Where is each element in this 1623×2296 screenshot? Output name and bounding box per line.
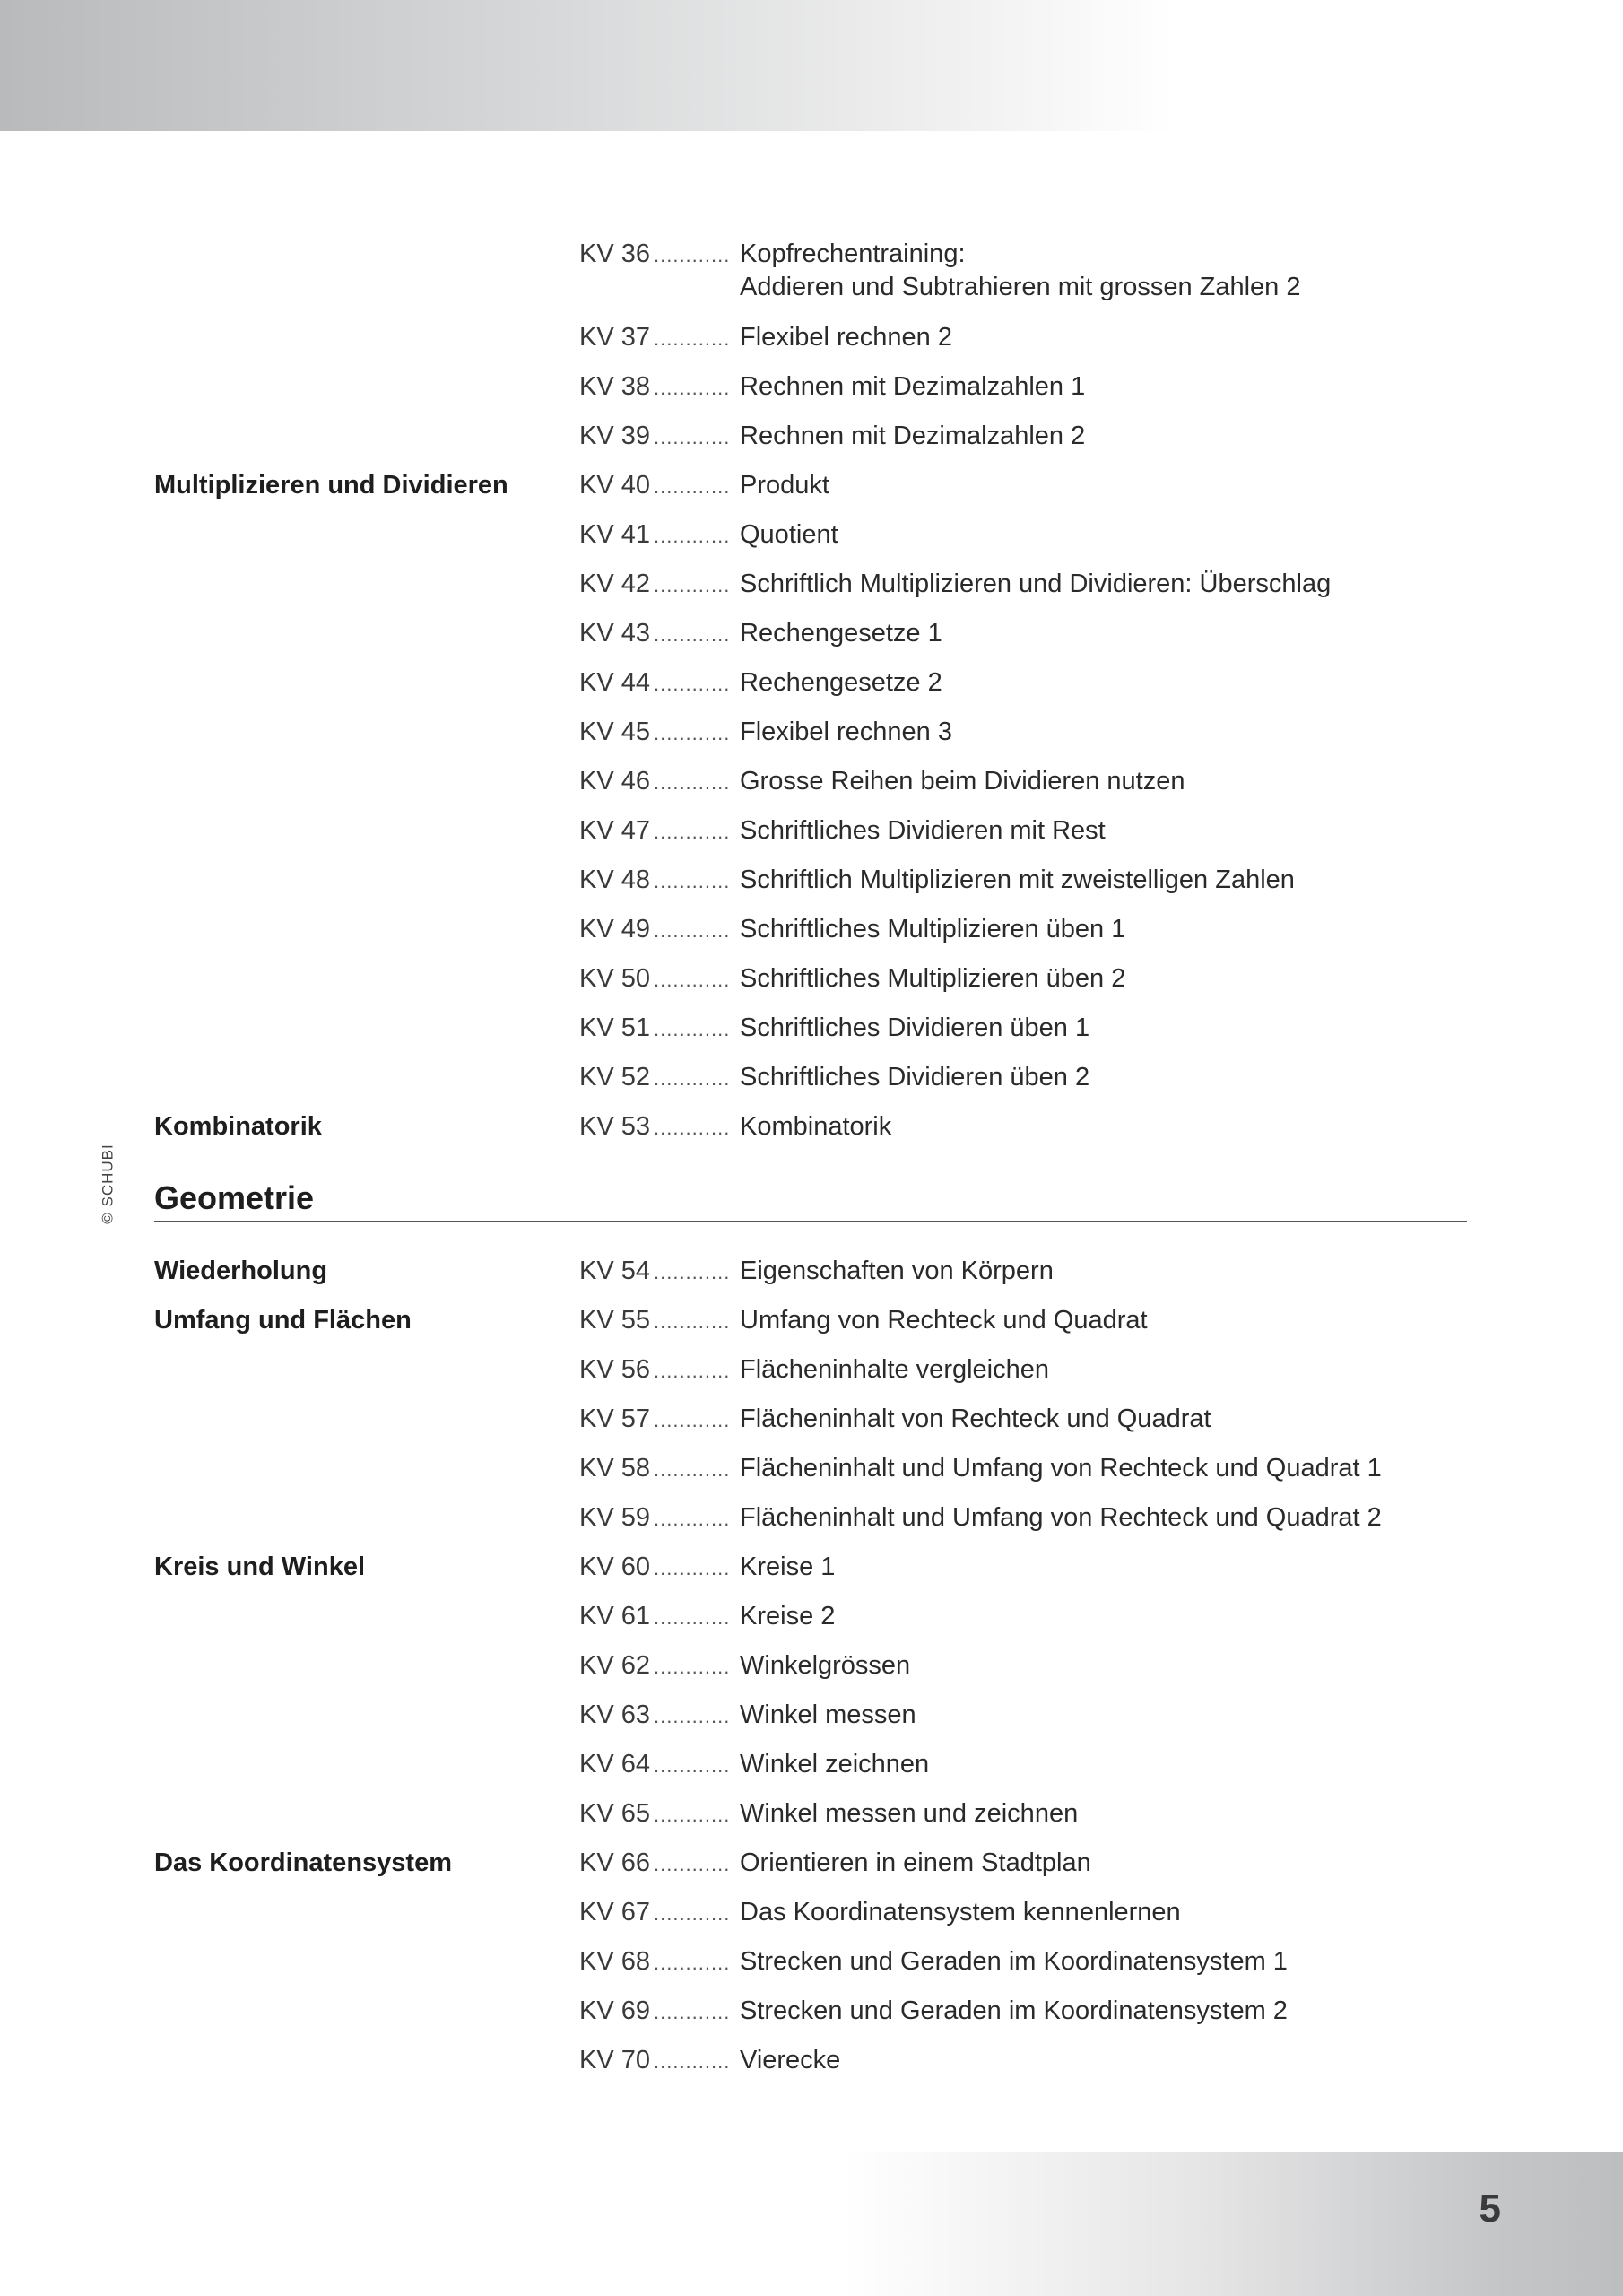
toc-section-label: Das Koordinatensystem xyxy=(154,1848,452,1877)
toc-title-continuation: Addieren und Subtrahieren mit grossen Zahlen 2 xyxy=(740,273,1301,301)
toc-title: Flächeninhalt und Umfang von Rechteck und Quadrat 1 xyxy=(740,1454,1382,1483)
toc-title: Kopfrechentraining: xyxy=(740,239,966,268)
copyright-notice: © SCHUBI xyxy=(99,1144,117,1224)
toc-title: Orientieren in einem Stadtplan xyxy=(740,1848,1091,1877)
toc-title: Flexibel rechnen 2 xyxy=(740,323,952,352)
toc-code-label: KV 41 xyxy=(579,520,654,549)
section-heading-geometrie: Geometrie xyxy=(154,1179,1467,1222)
toc-code-label: KV 69 xyxy=(579,1996,654,2025)
toc-title: Rechnen mit Dezimalzahlen 1 xyxy=(740,372,1086,401)
toc-leader-dots: ............ xyxy=(654,771,731,794)
toc-code-label: KV 67 xyxy=(579,1898,654,1926)
toc-code-label: KV 38 xyxy=(579,372,654,401)
toc-code xyxy=(579,1796,733,1832)
toc-section-label: Kreis und Winkel xyxy=(154,1552,366,1581)
toc-title: Schriftliches Dividieren üben 2 xyxy=(740,1063,1090,1091)
toc-code-label: KV 55 xyxy=(579,1306,654,1335)
toc-leader-dots: ............ xyxy=(654,2001,731,2023)
toc-title: Winkel messen und zeichnen xyxy=(740,1799,1079,1828)
header-band xyxy=(0,0,1175,131)
toc-code xyxy=(579,764,733,800)
toc-section-label: Kombinatorik xyxy=(154,1112,322,1141)
toc-leader-dots: ............ xyxy=(654,475,731,498)
toc-leader-dots: ............ xyxy=(654,1656,731,1678)
toc-leader-dots: ............ xyxy=(654,525,731,547)
toc-code-label: KV 61 xyxy=(579,1602,654,1631)
toc-code-label: KV 40 xyxy=(579,471,654,500)
toc-code-label: KV 43 xyxy=(579,619,654,648)
toc-section-label: Multiplizieren und Dividieren xyxy=(154,471,508,500)
toc-leader-dots: ............ xyxy=(654,821,731,843)
toc-code xyxy=(579,1500,733,1536)
toc-code xyxy=(579,2043,733,2079)
toc-title: Rechengesetze 2 xyxy=(740,668,942,697)
toc-title: Das Koordinatensystem kennenlernen xyxy=(740,1898,1181,1926)
toc-title: Strecken und Geraden im Koordinatensystem 1 xyxy=(740,1947,1288,1976)
toc-title: Schriftliches Dividieren üben 1 xyxy=(740,1013,1090,1042)
toc-code-label: KV 46 xyxy=(579,767,654,796)
toc-title: Grosse Reihen beim Dividieren nutzen xyxy=(740,767,1185,796)
toc-code xyxy=(579,1599,733,1635)
toc-title: Flexibel rechnen 3 xyxy=(740,718,952,746)
toc-code xyxy=(579,1648,733,1684)
toc-leader-dots: ............ xyxy=(654,1067,731,1090)
toc-title: Eigenschaften von Körpern xyxy=(740,1257,1054,1285)
toc-code-label: KV 44 xyxy=(579,668,654,697)
toc-code xyxy=(579,665,733,701)
toc-code xyxy=(579,863,733,899)
toc-code xyxy=(579,1994,733,2030)
toc-code-label: KV 51 xyxy=(579,1013,654,1042)
toc-code xyxy=(579,1352,733,1388)
toc-code-label: KV 45 xyxy=(579,718,654,746)
toc-code xyxy=(579,912,733,948)
toc-leader-dots: ............ xyxy=(654,623,731,646)
toc-code xyxy=(579,320,733,356)
toc-code-label: KV 68 xyxy=(579,1947,654,1976)
toc-code-label: KV 47 xyxy=(579,816,654,845)
toc-code-label: KV 39 xyxy=(579,422,654,450)
toc-title: Kreise 2 xyxy=(740,1602,836,1631)
toc-title: Kombinatorik xyxy=(740,1112,892,1141)
toc-code-label: KV 59 xyxy=(579,1503,654,1532)
toc-code-label: KV 42 xyxy=(579,570,654,598)
toc-leader-dots: ............ xyxy=(654,327,731,350)
toc-title: Schriftliches Dividieren mit Rest xyxy=(740,816,1106,845)
toc-code xyxy=(579,1254,733,1290)
toc-code xyxy=(579,1846,733,1882)
toc-leader-dots: ............ xyxy=(654,1310,731,1333)
toc-code-label: KV 66 xyxy=(579,1848,654,1877)
toc-leader-dots: ............ xyxy=(654,1705,731,1727)
toc-code-label: KV 56 xyxy=(579,1355,654,1384)
toc-section-label: Umfang und Flächen xyxy=(154,1306,412,1335)
toc-title: Winkelgrössen xyxy=(740,1651,911,1680)
toc-code xyxy=(579,419,733,455)
toc-code xyxy=(579,1747,733,1783)
toc-title: Umfang von Rechteck und Quadrat xyxy=(740,1306,1148,1335)
toc-code-label: KV 50 xyxy=(579,964,654,993)
toc-code xyxy=(579,1060,733,1096)
toc-code-label: KV 37 xyxy=(579,323,654,352)
toc-leader-dots: ............ xyxy=(654,1360,731,1382)
toc-code-label: KV 52 xyxy=(579,1063,654,1091)
toc-code xyxy=(579,1698,733,1734)
toc-code-label: KV 49 xyxy=(579,915,654,944)
toc-leader-dots: ............ xyxy=(654,1606,731,1629)
toc-title: Produkt xyxy=(740,471,829,500)
toc-code xyxy=(579,616,733,652)
toc-code xyxy=(579,1303,733,1339)
toc-leader-dots: ............ xyxy=(654,1804,731,1826)
toc-leader-dots: ............ xyxy=(654,426,731,448)
toc-leader-dots: ............ xyxy=(654,2050,731,2073)
toc-title: Winkel messen xyxy=(740,1700,916,1729)
toc-code xyxy=(579,1011,733,1047)
toc-code-label: KV 65 xyxy=(579,1799,654,1828)
toc-leader-dots: ............ xyxy=(654,1508,731,1530)
toc-section-label: Wiederholung xyxy=(154,1257,328,1285)
toc-code xyxy=(579,1550,733,1586)
toc-leader-dots: ............ xyxy=(654,1018,731,1040)
toc-code-label: KV 57 xyxy=(579,1405,654,1433)
toc-code xyxy=(579,567,733,603)
toc-leader-dots: ............ xyxy=(654,574,731,596)
toc-title: Quotient xyxy=(740,520,838,549)
toc-leader-dots: ............ xyxy=(654,1754,731,1777)
toc-code xyxy=(579,1895,733,1931)
toc-leader-dots: ............ xyxy=(654,1952,731,1974)
page-number: 5 xyxy=(1479,2187,1501,2231)
toc-leader-dots: ............ xyxy=(654,377,731,399)
toc-code xyxy=(579,370,733,405)
toc-code xyxy=(579,715,733,751)
toc-leader-dots: ............ xyxy=(654,870,731,892)
toc-title: Flächeninhalte vergleichen xyxy=(740,1355,1049,1384)
toc-leader-dots: ............ xyxy=(654,1409,731,1431)
toc-leader-dots: ............ xyxy=(654,1853,731,1875)
toc-code xyxy=(579,237,733,273)
toc-code-label: KV 54 xyxy=(579,1257,654,1285)
toc-code-label: KV 48 xyxy=(579,865,654,894)
toc-title: Winkel zeichnen xyxy=(740,1750,930,1779)
toc-title: Flächeninhalt von Rechteck und Quadrat xyxy=(740,1405,1211,1433)
toc-title: Kreise 1 xyxy=(740,1552,836,1581)
toc-title: Schriftlich Multiplizieren und Dividieren: Überschlag xyxy=(740,570,1332,598)
toc-leader-dots: ............ xyxy=(654,1458,731,1481)
toc-title: Schriftliches Multiplizieren üben 1 xyxy=(740,915,1126,944)
toc-code-label: KV 62 xyxy=(579,1651,654,1680)
toc-leader-dots: ............ xyxy=(654,919,731,942)
toc-code xyxy=(579,1944,733,1980)
toc-leader-dots: ............ xyxy=(654,1261,731,1283)
toc-leader-dots: ............ xyxy=(654,1557,731,1579)
toc-code-label: KV 53 xyxy=(579,1112,654,1141)
toc-leader-dots: ............ xyxy=(654,1902,731,1925)
toc-leader-dots: ............ xyxy=(654,722,731,744)
toc-leader-dots: ............ xyxy=(654,1117,731,1139)
toc-code-label: KV 60 xyxy=(579,1552,654,1581)
toc-code-label: KV 64 xyxy=(579,1750,654,1779)
toc-title: Rechnen mit Dezimalzahlen 2 xyxy=(740,422,1086,450)
toc-code-label: KV 63 xyxy=(579,1700,654,1729)
toc-code xyxy=(579,1451,733,1487)
toc-code-label: KV 36 xyxy=(579,239,654,268)
toc-code-label: KV 58 xyxy=(579,1454,654,1483)
toc-leader-dots: ............ xyxy=(654,673,731,695)
toc-title: Schriftlich Multiplizieren mit zweistelligen Zahlen xyxy=(740,865,1295,894)
toc-title: Strecken und Geraden im Koordinatensystem 2 xyxy=(740,1996,1288,2025)
toc-code xyxy=(579,1402,733,1438)
toc-code xyxy=(579,468,733,504)
toc-code xyxy=(579,813,733,849)
toc-title: Schriftliches Multiplizieren üben 2 xyxy=(740,964,1126,993)
toc-code xyxy=(579,1109,733,1145)
toc-code xyxy=(579,961,733,997)
toc-title: Vierecke xyxy=(740,2046,841,2074)
toc-code-label: KV 70 xyxy=(579,2046,654,2074)
toc-title: Flächeninhalt und Umfang von Rechteck und Quadrat 2 xyxy=(740,1503,1382,1532)
toc-leader-dots: ............ xyxy=(654,244,731,266)
toc-code xyxy=(579,517,733,553)
footer-band xyxy=(843,2152,1623,2296)
toc-title: Rechengesetze 1 xyxy=(740,619,942,648)
toc-leader-dots: ............ xyxy=(654,969,731,991)
